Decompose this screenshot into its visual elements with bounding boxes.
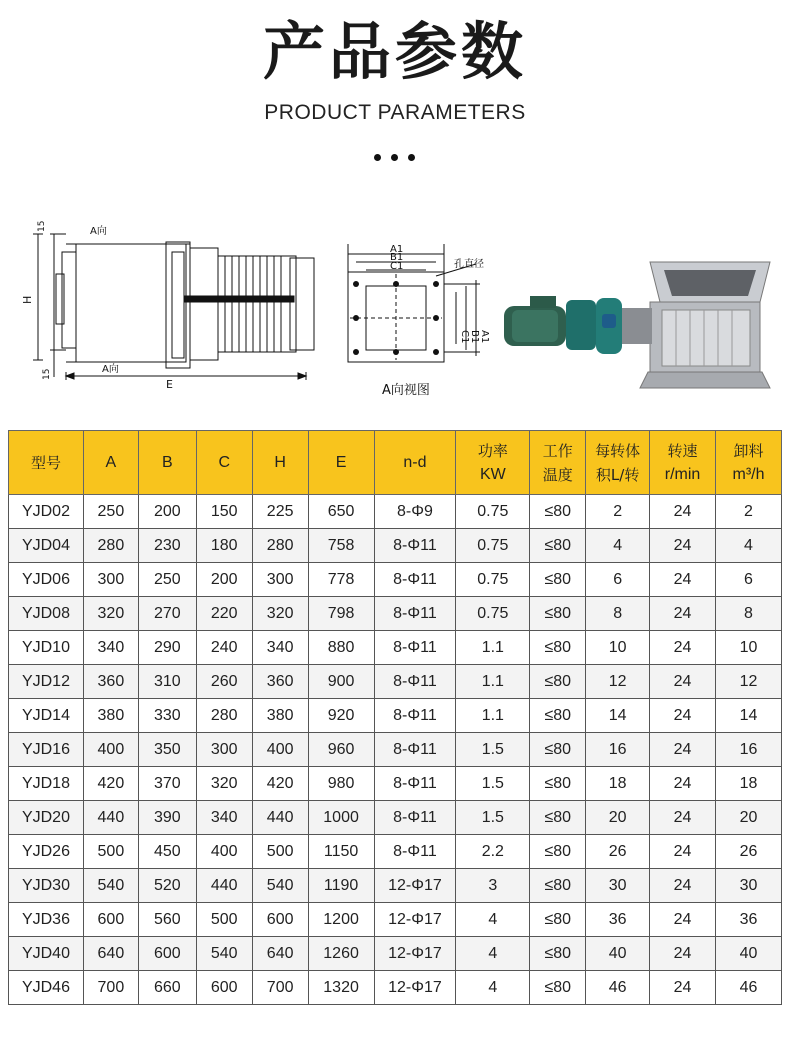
table-cell: YJD20 — [9, 801, 84, 835]
table-cell: 650 — [308, 495, 374, 529]
table-cell: 440 — [252, 801, 308, 835]
table-cell: ≤80 — [530, 835, 586, 869]
column-header-label: r/min — [664, 465, 701, 483]
table-cell: 4 — [716, 529, 782, 563]
table-cell: 758 — [308, 529, 374, 563]
table-cell: 250 — [83, 495, 138, 529]
table-cell: 400 — [196, 835, 252, 869]
table-cell: 600 — [138, 937, 196, 971]
table-cell: 540 — [83, 869, 138, 903]
technical-drawings — [0, 212, 790, 412]
table-cell: ≤80 — [530, 971, 586, 1005]
table-cell: 12-Φ17 — [374, 869, 456, 903]
table-cell: 8-Φ11 — [374, 529, 456, 563]
table-cell: 30 — [716, 869, 782, 903]
dim-c1: C1 — [390, 261, 404, 272]
table-cell: 8-Φ11 — [374, 665, 456, 699]
table-cell: 1.1 — [456, 699, 530, 733]
table-cell: 360 — [83, 665, 138, 699]
table-cell: 340 — [196, 801, 252, 835]
table-cell: 24 — [650, 529, 716, 563]
table-cell: 4 — [456, 937, 530, 971]
table-cell: 24 — [650, 699, 716, 733]
table-cell: 920 — [308, 699, 374, 733]
column-header-label: 转速 — [667, 441, 698, 460]
table-cell: 310 — [138, 665, 196, 699]
column-header-label: A — [105, 453, 117, 471]
table-cell: 36 — [586, 903, 650, 937]
table-cell: ≤80 — [530, 937, 586, 971]
side-view-drawing — [33, 234, 314, 380]
table-cell: 1.1 — [456, 665, 530, 699]
table-row — [9, 529, 782, 563]
table-row — [9, 835, 782, 869]
table-cell: 380 — [252, 699, 308, 733]
table-cell: 280 — [83, 529, 138, 563]
table-cell: ≤80 — [530, 563, 586, 597]
page-title: 产品参数 — [262, 15, 527, 88]
table-cell: YJD14 — [9, 699, 84, 733]
table-cell: 8-Φ11 — [374, 631, 456, 665]
column-header-label: 功率 — [477, 441, 508, 460]
table-cell: 8-Φ11 — [374, 801, 456, 835]
table-cell: 14 — [716, 699, 782, 733]
table-cell: 340 — [252, 631, 308, 665]
table-cell: 24 — [650, 971, 716, 1005]
table-row — [9, 597, 782, 631]
table-cell: 1190 — [308, 869, 374, 903]
dim-b1: B1 — [390, 252, 404, 263]
table-cell: 18 — [586, 767, 650, 801]
table-cell: 16 — [586, 733, 650, 767]
table-cell: 0.75 — [456, 597, 530, 631]
rotary-valve-photo — [504, 262, 770, 388]
column-header-label: KW — [479, 465, 506, 483]
table-cell: 700 — [83, 971, 138, 1005]
dot — [408, 154, 415, 161]
table-cell: 300 — [83, 563, 138, 597]
table-cell: YJD02 — [9, 495, 84, 529]
table-cell: 540 — [252, 869, 308, 903]
table-cell: 46 — [716, 971, 782, 1005]
table-cell: 8-Φ11 — [374, 699, 456, 733]
dim-c1-vertical: C1 — [459, 330, 470, 344]
table-cell: 390 — [138, 801, 196, 835]
table-header-row — [9, 431, 782, 495]
table-cell: 798 — [308, 597, 374, 631]
table-cell: 450 — [138, 835, 196, 869]
table-cell: 520 — [138, 869, 196, 903]
table-cell: 540 — [196, 937, 252, 971]
table-cell: 500 — [252, 835, 308, 869]
table-cell: ≤80 — [530, 665, 586, 699]
table-cell: YJD18 — [9, 767, 84, 801]
table-cell: 400 — [83, 733, 138, 767]
table-cell: 8-Φ11 — [374, 563, 456, 597]
table-cell: ≤80 — [530, 597, 586, 631]
table-cell: 4 — [456, 903, 530, 937]
table-cell: ≤80 — [530, 903, 586, 937]
table-cell: 370 — [138, 767, 196, 801]
table-cell: ≤80 — [530, 699, 586, 733]
table-cell: 240 — [196, 631, 252, 665]
table-cell: 150 — [196, 495, 252, 529]
table-cell: 24 — [650, 869, 716, 903]
table-cell: 8-Φ11 — [374, 835, 456, 869]
table-cell: 600 — [83, 903, 138, 937]
column-header-label: n-d — [403, 453, 427, 471]
table-cell: 36 — [716, 903, 782, 937]
parameters-table — [8, 430, 782, 1005]
column-header-label: H — [274, 453, 286, 471]
table-cell: 14 — [586, 699, 650, 733]
hole-diameter-label: 孔直径 — [454, 259, 484, 270]
column-header — [9, 431, 84, 495]
column-header-label: 积L/转 — [595, 465, 640, 484]
table-cell: 1.5 — [456, 801, 530, 835]
table-cell: 2 — [586, 495, 650, 529]
table-cell: 2 — [716, 495, 782, 529]
table-cell: ≤80 — [530, 767, 586, 801]
table-cell: 1260 — [308, 937, 374, 971]
table-cell: 30 — [586, 869, 650, 903]
table-row — [9, 631, 782, 665]
table-cell: ≤80 — [530, 733, 586, 767]
table-cell: 320 — [83, 597, 138, 631]
table-cell: 1000 — [308, 801, 374, 835]
table-cell: YJD26 — [9, 835, 84, 869]
table-cell: 2.2 — [456, 835, 530, 869]
table-cell: 1200 — [308, 903, 374, 937]
column-header-label: B — [161, 453, 173, 471]
table-cell: 4 — [456, 971, 530, 1005]
table-cell: YJD36 — [9, 903, 84, 937]
table-cell: 10 — [586, 631, 650, 665]
table-cell: 300 — [196, 733, 252, 767]
table-row — [9, 563, 782, 597]
table-row — [9, 767, 782, 801]
table-row — [9, 971, 782, 1005]
table-cell: 24 — [650, 597, 716, 631]
table-cell: 900 — [308, 665, 374, 699]
table-cell: 380 — [83, 699, 138, 733]
dim-a1: A1 — [390, 244, 404, 255]
dim-h: H — [21, 295, 34, 304]
table-cell: 24 — [650, 665, 716, 699]
table-cell: YJD46 — [9, 971, 84, 1005]
dim-a1-vertical: A1 — [479, 330, 490, 344]
column-header — [308, 431, 374, 495]
column-header — [196, 431, 252, 495]
table-cell: 6 — [586, 563, 650, 597]
table-cell: 660 — [138, 971, 196, 1005]
table-cell: 8 — [586, 597, 650, 631]
table-cell: YJD04 — [9, 529, 84, 563]
a-direction-bottom: A向 — [102, 364, 119, 375]
table-cell: 12 — [586, 665, 650, 699]
table-cell: 6 — [716, 563, 782, 597]
table-cell: 1.1 — [456, 631, 530, 665]
table-cell: ≤80 — [530, 529, 586, 563]
table-cell: 8-Φ9 — [374, 495, 456, 529]
table-cell: 4 — [586, 529, 650, 563]
dim-b1-vertical: B1 — [469, 330, 480, 344]
table-cell: YJD08 — [9, 597, 84, 631]
table-cell: 500 — [196, 903, 252, 937]
table-cell: 640 — [83, 937, 138, 971]
table-cell: 600 — [196, 971, 252, 1005]
table-row — [9, 665, 782, 699]
table-cell: 560 — [138, 903, 196, 937]
table-cell: 24 — [650, 631, 716, 665]
table-cell: ≤80 — [530, 801, 586, 835]
column-header-label: 卸料 — [733, 441, 764, 460]
table-cell: 10 — [716, 631, 782, 665]
dim-15-bottom: 15 — [42, 368, 52, 380]
table-row — [9, 495, 782, 529]
table-cell: 24 — [650, 903, 716, 937]
table-cell: 12-Φ17 — [374, 971, 456, 1005]
table-cell: YJD16 — [9, 733, 84, 767]
table-cell: ≤80 — [530, 869, 586, 903]
table-cell: 1.5 — [456, 733, 530, 767]
table-cell: 8-Φ11 — [374, 767, 456, 801]
column-header — [650, 431, 716, 495]
column-header-label: 工作 — [542, 441, 573, 460]
a-view-caption: A向视图 — [382, 383, 430, 398]
table-cell: 24 — [650, 733, 716, 767]
dot — [374, 154, 381, 161]
table-cell: 8-Φ11 — [374, 733, 456, 767]
table-cell: YJD06 — [9, 563, 84, 597]
column-header-label: 型号 — [30, 453, 61, 472]
table-cell: YJD10 — [9, 631, 84, 665]
column-header — [138, 431, 196, 495]
table-row — [9, 801, 782, 835]
column-header-label: 温度 — [542, 465, 573, 484]
table-cell: YJD12 — [9, 665, 84, 699]
table-cell: 12-Φ17 — [374, 903, 456, 937]
column-header — [83, 431, 138, 495]
table-cell: 280 — [196, 699, 252, 733]
table-cell: 420 — [83, 767, 138, 801]
table-cell: 16 — [716, 733, 782, 767]
table-cell: 980 — [308, 767, 374, 801]
table-cell: 24 — [650, 495, 716, 529]
table-cell: ≤80 — [530, 631, 586, 665]
table-row — [9, 903, 782, 937]
table-cell: 600 — [252, 903, 308, 937]
table-cell: 700 — [252, 971, 308, 1005]
table-cell: 18 — [716, 767, 782, 801]
table-cell: 20 — [716, 801, 782, 835]
table-row — [9, 937, 782, 971]
table-cell: 270 — [138, 597, 196, 631]
table-cell: 330 — [138, 699, 196, 733]
table-cell: 180 — [196, 529, 252, 563]
table-cell: 0.75 — [456, 563, 530, 597]
table-cell: 250 — [138, 563, 196, 597]
dim-15-top: 15 — [37, 220, 47, 232]
column-header-label: C — [218, 453, 230, 471]
table-cell: 1320 — [308, 971, 374, 1005]
table-cell: 290 — [138, 631, 196, 665]
table-cell: YJD40 — [9, 937, 84, 971]
table-cell: 3 — [456, 869, 530, 903]
column-header — [586, 431, 650, 495]
table-cell: ≤80 — [530, 495, 586, 529]
table-cell: 230 — [138, 529, 196, 563]
table-cell: 1150 — [308, 835, 374, 869]
column-header — [456, 431, 530, 495]
table-cell: 220 — [196, 597, 252, 631]
table-cell: 12-Φ17 — [374, 937, 456, 971]
table-cell: 200 — [196, 563, 252, 597]
table-cell: 46 — [586, 971, 650, 1005]
table-cell: 778 — [308, 563, 374, 597]
table-row — [9, 699, 782, 733]
table-cell: 280 — [252, 529, 308, 563]
table-cell: 880 — [308, 631, 374, 665]
column-header — [374, 431, 456, 495]
table-cell: 24 — [650, 563, 716, 597]
table-cell: 960 — [308, 733, 374, 767]
table-row — [9, 869, 782, 903]
table-cell: 225 — [252, 495, 308, 529]
table-cell: 300 — [252, 563, 308, 597]
table-cell: 40 — [716, 937, 782, 971]
table-cell: 400 — [252, 733, 308, 767]
table-cell: YJD30 — [9, 869, 84, 903]
table-cell: 24 — [650, 835, 716, 869]
column-header — [530, 431, 586, 495]
a-direction-top: A向 — [90, 226, 107, 237]
table-cell: 20 — [586, 801, 650, 835]
table-cell: 26 — [586, 835, 650, 869]
table-cell: 24 — [650, 801, 716, 835]
table-cell: 320 — [196, 767, 252, 801]
page-subtitle: PRODUCT PARAMETERS — [264, 101, 526, 124]
dim-e: E — [166, 378, 173, 391]
table-cell: 24 — [650, 937, 716, 971]
table-cell: 200 — [138, 495, 196, 529]
table-cell: 440 — [83, 801, 138, 835]
table-cell: 340 — [83, 631, 138, 665]
table-cell: 26 — [716, 835, 782, 869]
table-cell: 500 — [83, 835, 138, 869]
column-header — [252, 431, 308, 495]
table-cell: 40 — [586, 937, 650, 971]
column-header-label: E — [335, 453, 347, 471]
table-cell: 320 — [252, 597, 308, 631]
table-cell: 0.75 — [456, 529, 530, 563]
dots-divider — [374, 154, 416, 162]
table-cell: 420 — [252, 767, 308, 801]
table-cell: 12 — [716, 665, 782, 699]
table-row — [9, 733, 782, 767]
column-header — [716, 431, 782, 495]
table-cell: 260 — [196, 665, 252, 699]
table-cell: 8 — [716, 597, 782, 631]
table-cell: 350 — [138, 733, 196, 767]
table-cell: 8-Φ11 — [374, 597, 456, 631]
dot — [391, 154, 398, 161]
column-header-label: 每转体 — [595, 441, 641, 460]
table-cell: 360 — [252, 665, 308, 699]
table-cell: 640 — [252, 937, 308, 971]
table-cell: 440 — [196, 869, 252, 903]
column-header-label: m³/h — [732, 465, 765, 483]
table-cell: 24 — [650, 767, 716, 801]
table-cell: 0.75 — [456, 495, 530, 529]
table-cell: 1.5 — [456, 767, 530, 801]
